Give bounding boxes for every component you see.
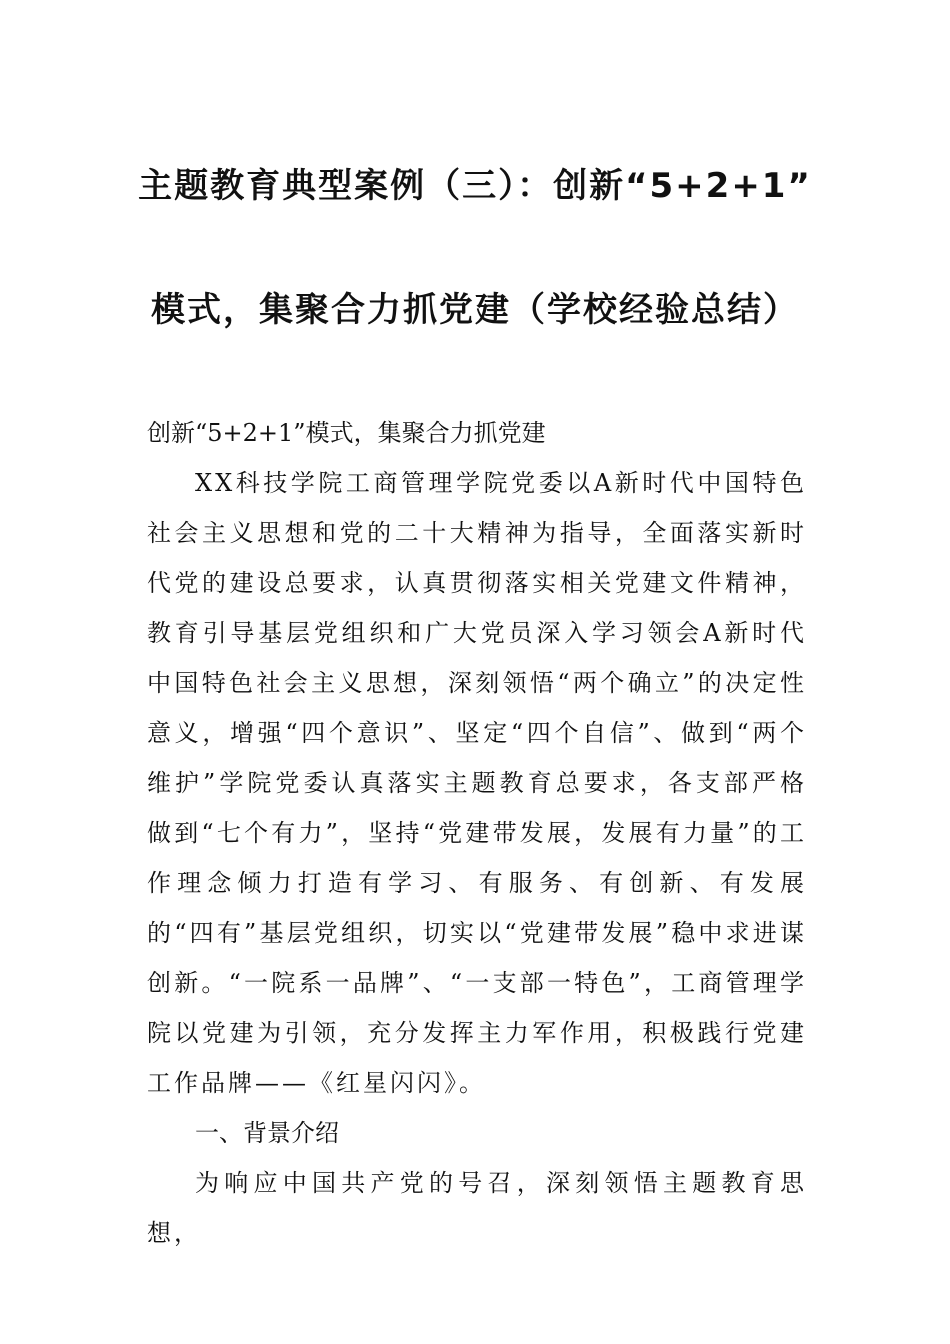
document-subtitle: 创新“5+2+1”模式，集聚合力抓党建 <box>147 419 546 447</box>
paragraph-background: 为响应中国共产党的号召，深刻领悟主题教育思想， <box>147 1169 807 1247</box>
paragraph-intro: XX科技学院工商管理学院党委以A新时代中国特色社会主义思想和党的二十大精神为指导，全面落实新时代党的建设总要求，认真贯彻落实相关党建文件精神，教育引导基层党组织和广大党员深入学习领会A新时代中国特色社会主义思想，深刻领悟“两个确立”的决定性意义，增强“四个意识”、坚定“四个自信”、做到“两个维护”学院党委认真落实主题教育总要求，各支部严格做到“七个有力”，坚持“党建带发展，发展有力量”的工作理念倾力打造有学习、有服务、有创新、有发展的“四有”基层党组织，切实以“党建带发展”稳中求进谋创新。“一院系一品牌”、“一支部一特色”，工商管理学院以党建为引领，充分发挥主力军作用，积极践行党建工作品牌——《红星闪闪》。 <box>147 469 807 1097</box>
document-title-line-1: 主题教育典型案例（三）：创新“5+2+1” <box>138 166 812 206</box>
section-heading-background: 一、背景介绍 <box>195 1119 339 1147</box>
document-title-line-2: 模式，集聚合力抓党建（学校经验总结） <box>151 290 799 330</box>
document-body <box>147 408 807 1258</box>
